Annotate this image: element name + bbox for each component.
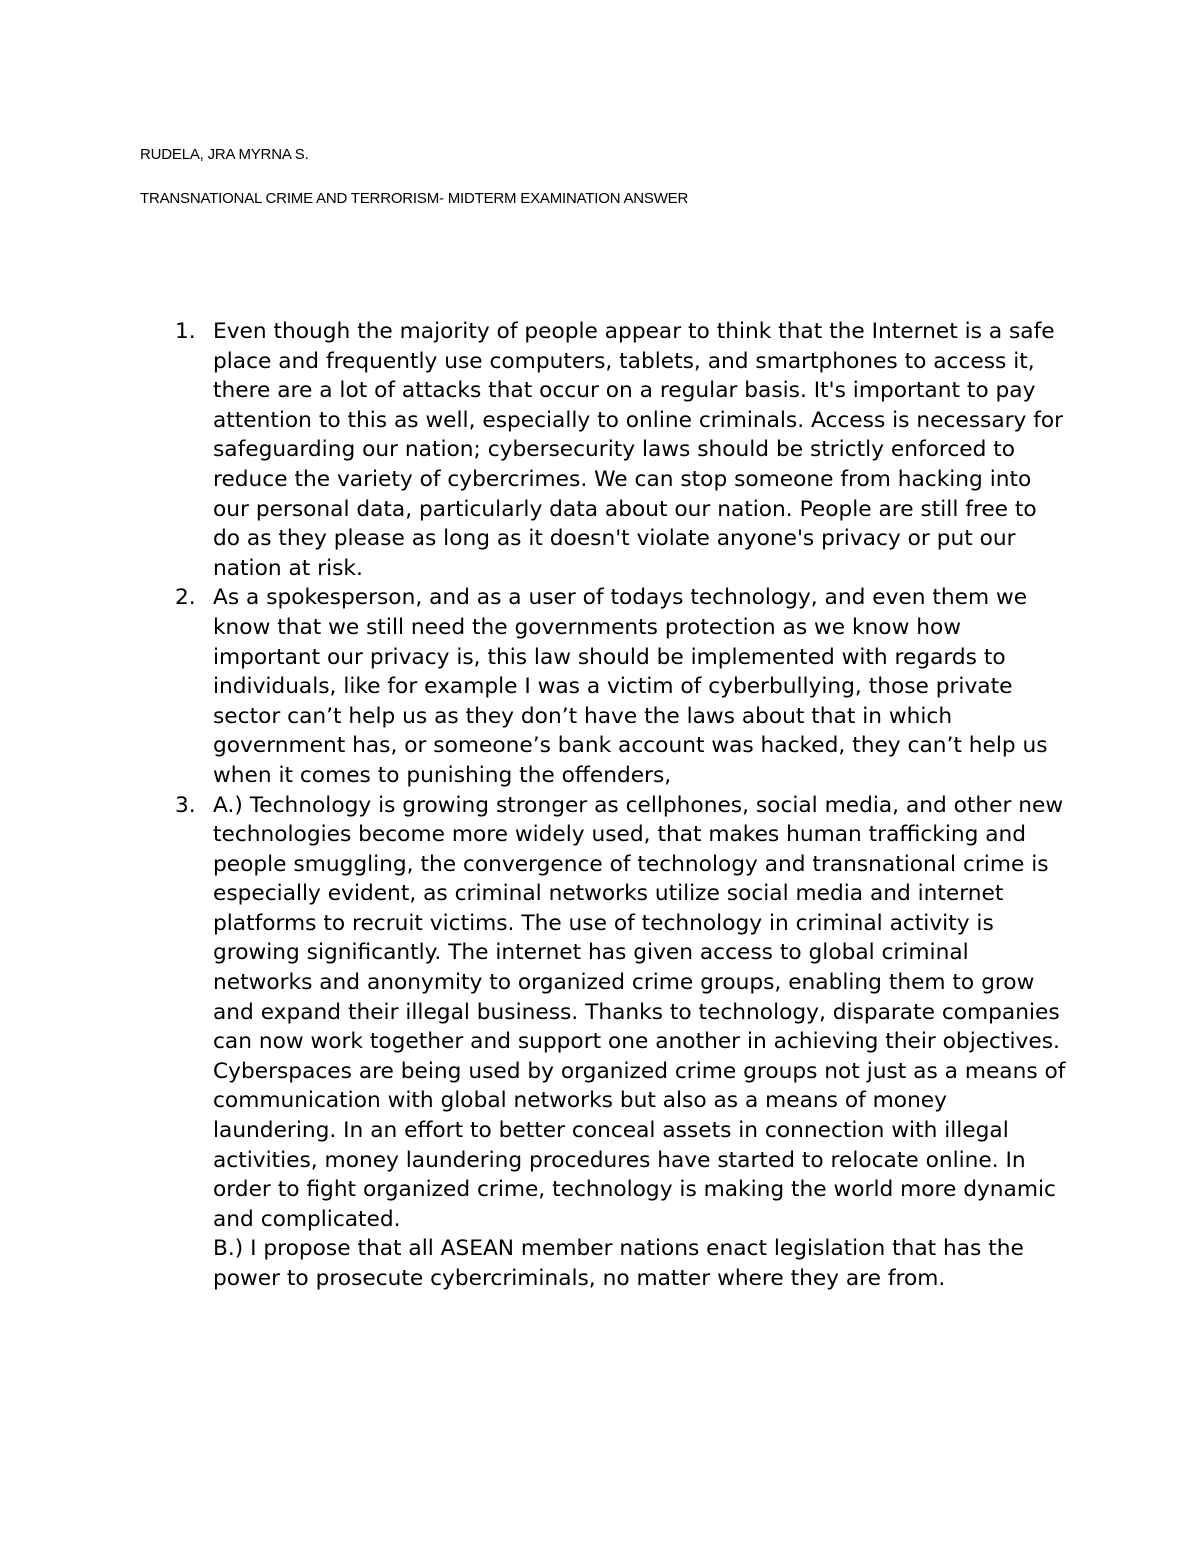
answer-item-2	[0, 583, 1068, 790]
course-title: TRANSNATIONAL CRIME AND TERRORISM- MIDTERM EXAMINATION ANSWER	[140, 190, 689, 207]
answer-number: 3.	[175, 792, 196, 818]
author-name: RUDELA, JRA MYRNA S.	[140, 146, 309, 163]
answer-number: 1.	[175, 319, 196, 344]
answer-item-1	[0, 317, 1068, 583]
answer-paragraph: A.) Technology is growing stronger as cellphones, social media, and other new technologies become more widely used, that makes human trafficking and people smuggling, the convergence of technology and transnational crime is especially evident, as criminal networks utilize social media and internet platforms to recruit victims. The use of technology in criminal activity is growing significantly. The internet has given access to global criminal networks and anonymity to organized crime groups, enabling them to grow and expand their illegal business. Thanks to technology, disparate companies can now work together and support one another in achieving their objectives. Cyberspaces are being used by organized crime groups not just as a means of communication with global networks but also as a means of money laundering. In an effort to better conceal assets in connection with illegal activities, money laundering procedures have started to relocate online. In order to fight organized crime, technology is making the world more dynamic and complicated.	[213, 792, 1066, 1232]
answer-paragraph: Even though the majority of people appear to think that the Internet is a safe place and frequently use computers, tablets, and smartphones to access it, there are a lot of attacks that occur on a regular basis. It's important to pay attention to this as well, especially to online criminals. Access is necessary for safeguarding our nation; cybersecurity laws should be strictly enforced to reduce the variety of cybercrimes. We can stop someone from hacking into our personal data, particularly data about our nation. People are still free to do as they please as long as it doesn't violate anyone's privacy or put our nation at risk.	[213, 319, 1064, 581]
answer-paragraph: As a spokesperson, and as a user of todays technology, and even them we know that we still need the governments protection as we know how important our privacy is, this law should be implemented with regards to individuals, like for example I was a victim of cyberbullying, those private sector can’t help us as they don’t have the laws about that in which government has, or someone’s bank account was hacked, they can’t help us when it comes to punishing the offenders,	[213, 585, 1048, 788]
answer-paragraph: B.) I propose that all ASEAN member nations enact legislation that has the power to prosecute cybercriminals, no matter where they are from.	[213, 1236, 1024, 1291]
answer-list	[0, 317, 1068, 1294]
answer-item-3	[0, 791, 1068, 1294]
answer-number: 2.	[175, 585, 196, 611]
